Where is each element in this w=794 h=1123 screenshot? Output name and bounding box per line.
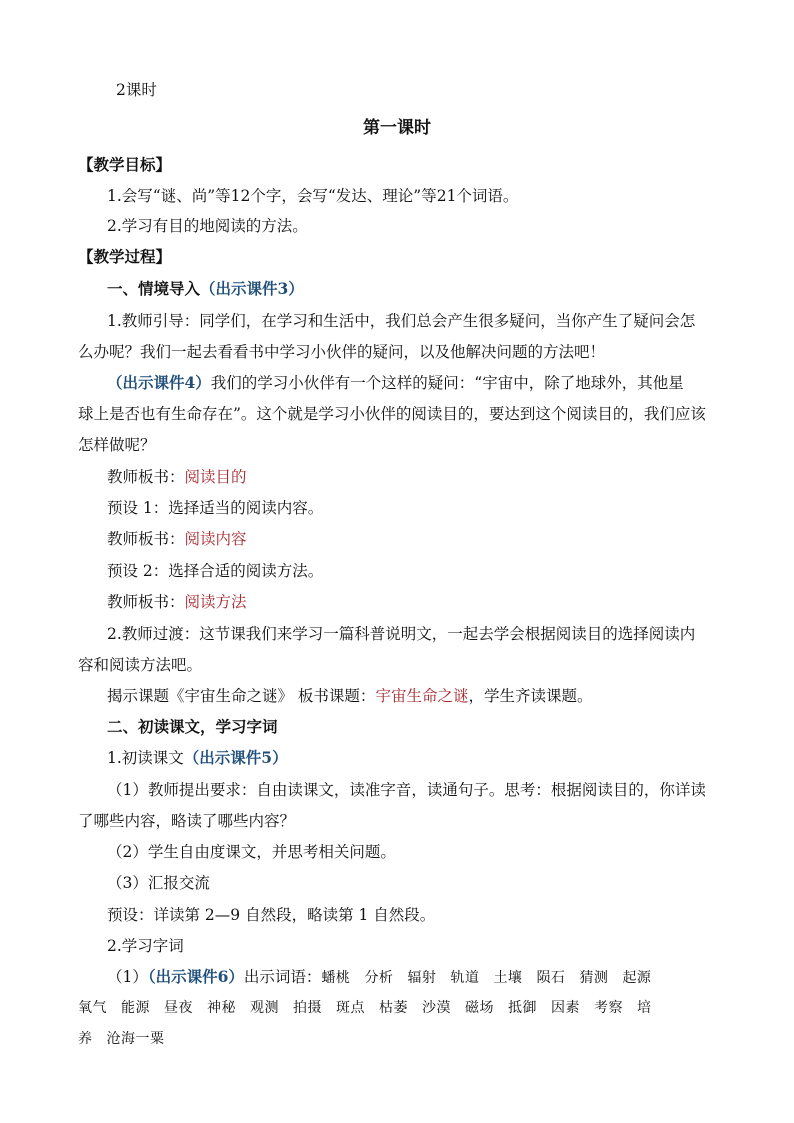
process-heading: 【教学过程】	[78, 247, 172, 266]
page-title: 第一课时	[363, 118, 431, 138]
words-lead: 出示词语：	[243, 968, 322, 986]
goal-item-2: 2.学习有目的地阅读的方法。	[107, 217, 308, 235]
vocab-row-2	[78, 998, 728, 1020]
question-1-line-1: （1）教师提出要求：自由读课文，读准字音，读通句子。思考：根据阅读目的，你详读	[107, 781, 706, 799]
vocab-word: 观测	[250, 1000, 279, 1016]
vocab-word: 培	[637, 1000, 652, 1016]
question-2: （2）学生自由度课文，并思考相关问题。	[107, 843, 396, 861]
vocab-word: 轨道	[450, 970, 480, 986]
courseware-ref-6: （出示课件6）	[147, 967, 244, 986]
vocab-word: 分析	[364, 970, 394, 986]
courseware-ref-3: （出示课件3）	[200, 279, 304, 298]
vocab-word: 能源	[121, 1000, 150, 1016]
paragraph-2-text: 我们的学习小伙伴有一个这样的疑问：“宇宙中，除了地球外，其他星	[210, 374, 684, 392]
section-1-heading	[107, 279, 757, 301]
vocab-word: 起源	[622, 970, 652, 986]
vocab-word: 养	[78, 1031, 93, 1047]
vocab-row-1	[321, 970, 665, 986]
vocab-word: 土壤	[493, 970, 523, 986]
vocab-word: 神秘	[207, 1000, 236, 1016]
vocab-word: 拍摄	[293, 1000, 322, 1016]
preset-reading: 预设：详读第 2—9 自然段，略读第 1 自然段。	[107, 906, 436, 924]
reveal-title-red: 宇宙生命之谜	[375, 687, 469, 705]
question-3: （3）汇报交流	[107, 874, 210, 892]
board-note-3	[107, 592, 757, 614]
courseware-ref-5: （出示课件5）	[183, 748, 288, 767]
reveal-title-line	[107, 686, 757, 708]
board-note-1	[107, 467, 757, 489]
vocab-word: 昼夜	[164, 1000, 193, 1016]
paragraph-2-line-3: 怎样做呢？	[78, 436, 156, 454]
vocab-word: 沙漠	[422, 1000, 451, 1016]
preset-2: 预设 2：选择合适的阅读方法。	[107, 562, 324, 580]
words-line-1	[107, 967, 757, 989]
lesson-count: 2课时	[116, 81, 157, 99]
words-prefix: （1）	[107, 968, 148, 986]
paragraph-3-line-1: 2.教师过渡：这节课我们来学习一篇科普说明文，一起去学会根据阅读目的选择阅读内	[107, 625, 696, 643]
board-note-2	[107, 529, 757, 551]
paragraph-1-line-1: 1.教师引导：同学们，在学习和生活中，我们总会产生很多疑问，当你产生了疑问会怎	[107, 312, 696, 330]
preset-1: 预设 1：选择适当的阅读内容。	[107, 499, 324, 517]
vocab-word: 陨石	[536, 970, 566, 986]
board-label: 教师板书：	[107, 530, 185, 548]
paragraph-2-line-2: 球上是否也有生命存在”。这个就是学习小伙伴的阅读目的，要达到这个阅读目的，我们应该	[78, 405, 706, 423]
paragraph-3-line-2: 容和阅读方法吧。	[78, 656, 203, 674]
vocab-word: 猜测	[579, 970, 609, 986]
section-1-title: 一、情境导入	[107, 279, 201, 298]
vocab-word: 蟠桃	[321, 970, 351, 986]
board-text-content: 阅读内容	[184, 530, 247, 548]
read-text-heading	[107, 748, 757, 770]
board-label: 教师板书：	[107, 593, 185, 611]
section-2-title: 二、初读课文，学习字词	[107, 717, 278, 736]
vocab-word: 抵御	[508, 1000, 537, 1016]
paragraph-2-line-1	[107, 373, 757, 395]
reveal-text-b: ，学生齐读课题。	[468, 687, 593, 705]
reveal-text-a: 揭示课题《宇宙生命之谜》 板书课题：	[107, 687, 376, 705]
read-text-label: 1.初读课文	[107, 749, 184, 767]
goals-heading: 【教学目标】	[78, 155, 172, 174]
board-label: 教师板书：	[107, 468, 185, 486]
goal-item-1: 1.会写“谜、尚”等12个字，会写“发达、理论”等21个词语。	[107, 187, 519, 205]
vocab-word: 沧海一粟	[106, 1031, 165, 1047]
vocab-row-3	[78, 1029, 728, 1051]
vocab-word: 辐射	[407, 970, 437, 986]
vocab-word: 枯萎	[379, 1000, 408, 1016]
board-text-method: 阅读方法	[184, 593, 247, 611]
paragraph-1-line-2: 么办呢？我们一起去看看书中学习小伙伴的疑问，以及他解决问题的方法吧！	[78, 343, 606, 361]
board-text-goal: 阅读目的	[184, 468, 247, 486]
question-1-line-2: 了哪些内容，略读了哪些内容？	[78, 812, 296, 830]
vocab-word: 因素	[551, 1000, 580, 1016]
words-heading: 2.学习字词	[107, 937, 184, 955]
vocab-word: 磁场	[465, 1000, 494, 1016]
courseware-ref-4: （出示课件4）	[107, 373, 211, 392]
vocab-word: 斑点	[336, 1000, 365, 1016]
vocab-word: 氧气	[78, 1000, 107, 1016]
vocab-word: 考察	[594, 1000, 623, 1016]
